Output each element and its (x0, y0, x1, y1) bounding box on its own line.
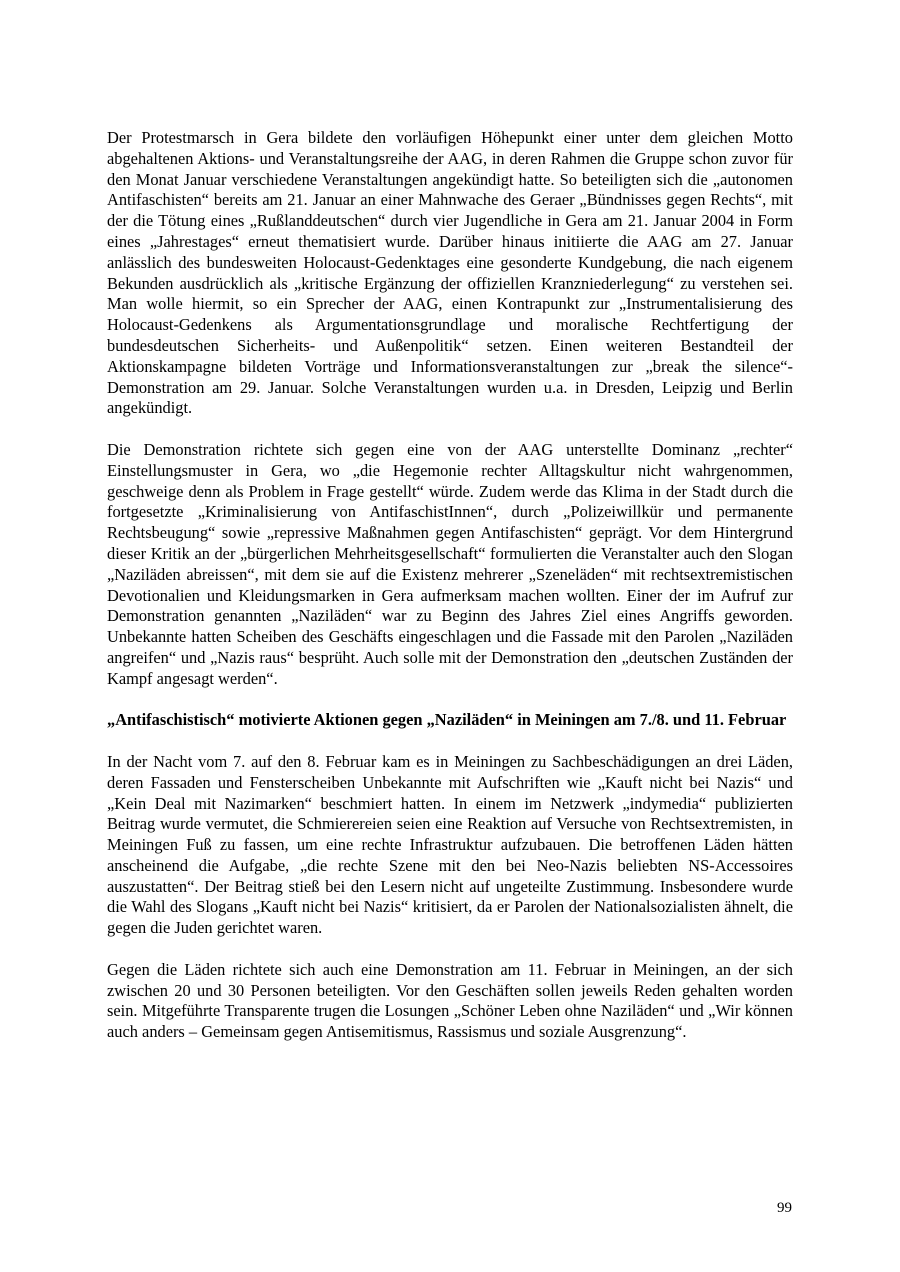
body-paragraph: Der Protestmarsch in Gera bildete den vorläufigen Höhepunkt einer unter dem gleichen Motto abgehaltenen Aktions- und Veranstaltungsreihe der AAG, in deren Rahmen die Gruppe schon zuvor für den Monat Januar verschiedene Veranstaltungen angekündigt hatte. So beteiligten sich die „autonomen Antifaschisten“ bereits am 21. Januar an einer Mahnwache des Geraer „Bündnisses gegen Rechts“, mit der die Tötung eines „Rußlanddeutschen“ durch vier Jugendliche in Gera am 21. Januar 2004 in Form eines „Jahrestages“ erneut thematisiert wurde. Darüber hinaus initiierte die AAG am 27. Januar anlässlich des bundesweiten Holocaust-Gedenktages eine gesonderte Kundgebung, die nach eigenem Bekunden ausdrücklich als „kritische Ergänzung der offiziellen Kranzniederlegung“ zu verstehen sei. Man wolle hiermit, so ein Sprecher der AAG, einen Kontrapunkt zur „Instrumentalisierung des Holocaust-Gedenkens als Argumentationsgrundlage und moralische Rechtfertigung der bundesdeutschen Sicherheits- und Außenpolitik“ setzen. Einen weiteren Bestandteil der Aktionskampagne bildeten Vorträge und Informationsveranstaltungen zur „break the silence“-Demonstration am 29. Januar. Solche Veranstaltungen wurden u.a. in Dresden, Leipzig und Berlin angekündigt. (107, 128, 793, 418)
section-heading: „Antifaschistisch“ motivierte Aktionen gegen „Naziläden“ in Meiningen am 7./8. und 11. Februar (107, 710, 787, 730)
document-page (107, 128, 793, 1043)
page-number: 99 (777, 1200, 792, 1216)
body-paragraph: Gegen die Läden richtete sich auch eine Demonstration am 11. Februar in Meiningen, an der sich zwischen 20 und 30 Personen beteiligten. Vor den Geschäften sollen jeweils Reden gehalten worden sein. Mitgeführte Transparente trugen die Losungen „Schöner Leben ohne Naziläden“ und „Wir können auch anders – Gemeinsam gegen Antisemitismus, Rassismus und soziale Ausgrenzung“. (107, 959, 793, 1042)
body-paragraph: In der Nacht vom 7. auf den 8. Februar kam es in Meiningen zu Sachbeschädigungen an drei Läden, deren Fassaden und Fensterscheiben Unbekannte mit Aufschriften wie „Kauft nicht bei Nazis“ und „Kein Deal mit Nazimarken“ beschmiert hatten. In einem im Netzwerk „indymedia“ publizierten Beitrag wurde vermutet, die Schmierereien seien eine Reaktion auf Versuche von Rechtsextremisten, in Meiningen Fuß zu fassen, um eine rechte Infrastruktur aufzubauen. Die betroffenen Läden hätten anscheinend die Aufgabe, „die rechte Szene mit den bei Neo-Nazis beliebten NS-Accessoires auszustatten“. Der Beitrag stieß bei den Lesern nicht auf ungeteilte Zustimmung. Insbesondere wurde die Wahl des Slogans „Kauft nicht bei Nazis“ kritisiert, da er Parolen der Nationalsozialisten ähnelt, die gegen die Juden gerichtet waren. (107, 751, 793, 938)
body-paragraph: Die Demonstration richtete sich gegen eine von der AAG unterstellte Dominanz „rechter“ Einstellungsmuster in Gera, wo „die Hegemonie rechter Alltagskultur nicht wahrgenommen, geschweige denn als Problem in Frage gestellt“ würde. Zudem werde das Klima in der Stadt durch die fortgesetzte „Kriminalisierung von AntifaschistInnen“, durch „Polizeiwillkür und permanente Rechtsbeugung“ sowie „repressive Maßnahmen gegen Antifaschisten“ geprägt. Vor dem Hintergrund dieser Kritik an der „bürgerlichen Mehrheitsgesellschaft“ formulierten die Veranstalter auch den Slogan „Naziläden abreissen“, mit dem sie auf die Existenz mehrerer „Szeneläden“ mit rechtsextremistischen Devotionalien und Kleidungsmarken in Gera aufmerksam machen wollten. Einer der im Aufruf zur Demonstration genannten „Naziläden“ war zu Beginn des Jahres Ziel eines Angriffs geworden. Unbekannte hatten Scheiben des Geschäfts eingeschlagen und die Fassade mit den Parolen „Naziläden angreifen“ und „Nazis raus“ besprüht. Auch solle mit der Demonstration den „deutschen Zuständen der Kampf angesagt werden“. (107, 439, 793, 688)
